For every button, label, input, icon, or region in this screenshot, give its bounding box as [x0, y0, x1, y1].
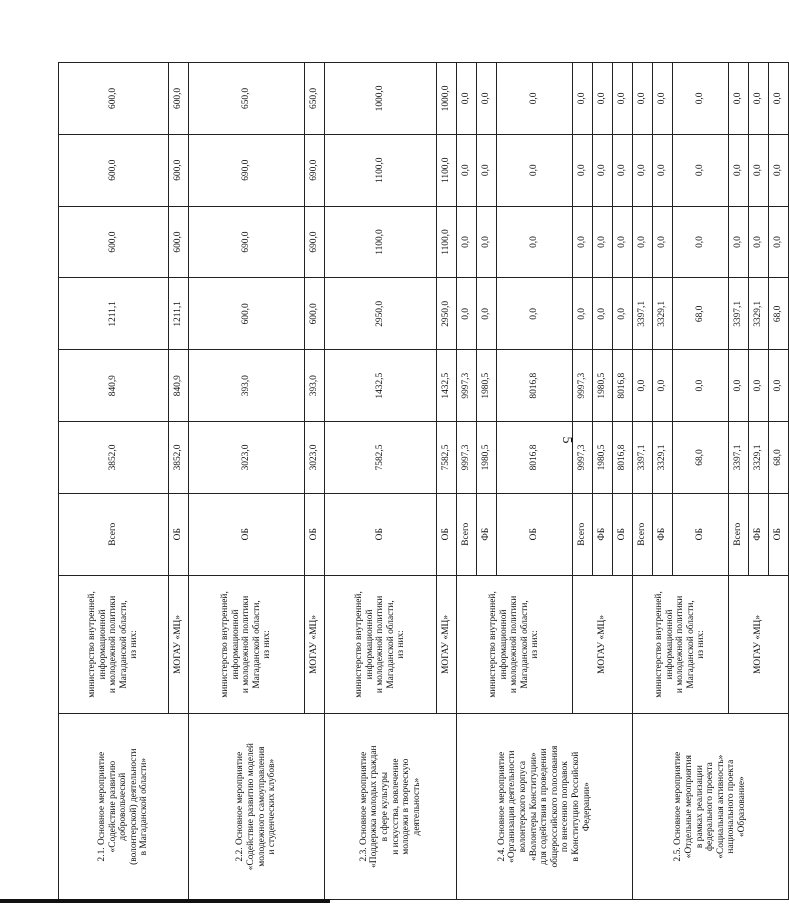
value-cell: 0,0: [477, 206, 497, 278]
value-cell: 3852,0: [59, 422, 169, 494]
value-cell: 8016,8: [497, 350, 573, 422]
value-cell: 0,0: [769, 206, 789, 278]
value-cell: 1100,0: [325, 206, 437, 278]
value-cell: 0,0: [593, 134, 613, 206]
value-cell: 600,0: [305, 278, 325, 350]
value-cell: 600,0: [169, 63, 189, 135]
funding-source: ОБ: [769, 493, 789, 575]
value-cell: 600,0: [59, 206, 169, 278]
funding-source: ФБ: [477, 493, 497, 575]
value-cell: 0,0: [633, 206, 653, 278]
funding-source: ОБ: [613, 493, 633, 575]
value-cell: 600,0: [169, 134, 189, 206]
value-cell: 68,0: [769, 422, 789, 494]
value-cell: 2950,0: [437, 278, 457, 350]
value-cell: 9997,3: [573, 350, 593, 422]
value-cell: 0,0: [497, 278, 573, 350]
value-cell: 0,0: [729, 134, 749, 206]
budget-table: [58, 62, 789, 900]
value-cell: 8016,8: [613, 422, 633, 494]
table-row: [633, 63, 653, 900]
executor: министерство внутренней, информационной и молодежной политики Магаданской области, из них:: [189, 575, 305, 714]
page-number: 5: [559, 436, 574, 444]
activity-name: 2.2. Основное мероприятие «Содействие развитию моделей молодежного самоуправления и студенческих клубов»: [189, 714, 325, 900]
funding-source: ОБ: [189, 493, 305, 575]
value-cell: 8016,8: [613, 350, 633, 422]
value-cell: 0,0: [593, 206, 613, 278]
value-cell: 0,0: [769, 134, 789, 206]
value-cell: 68,0: [673, 278, 729, 350]
value-cell: 1432,5: [325, 350, 437, 422]
value-cell: 68,0: [769, 278, 789, 350]
activity-name: 2.5. Основное мероприятие «Отдельные мероприятия в рамках реализации федерального проекта «Социальная активность» национального проекта «Образование»: [633, 714, 789, 900]
value-cell: 0,0: [729, 206, 749, 278]
value-cell: 1211,1: [169, 278, 189, 350]
value-cell: 393,0: [305, 350, 325, 422]
funding-source: ОБ: [325, 493, 437, 575]
value-cell: 0,0: [673, 206, 729, 278]
value-cell: 0,0: [653, 63, 673, 135]
funding-source: ФБ: [749, 493, 769, 575]
value-cell: 2950,0: [325, 278, 437, 350]
value-cell: 9997,3: [573, 422, 593, 494]
value-cell: 3852,0: [169, 422, 189, 494]
value-cell: 0,0: [613, 278, 633, 350]
value-cell: 0,0: [769, 63, 789, 135]
value-cell: 0,0: [573, 63, 593, 135]
value-cell: 0,0: [573, 206, 593, 278]
value-cell: 9997,3: [457, 422, 477, 494]
value-cell: 0,0: [457, 63, 477, 135]
funding-source: ОБ: [497, 493, 573, 575]
funding-source: ОБ: [437, 493, 457, 575]
value-cell: 0,0: [633, 134, 653, 206]
executor: МОГАУ «МЦ»: [169, 575, 189, 714]
executor: МОГАУ «МЦ»: [573, 575, 633, 714]
value-cell: 0,0: [477, 278, 497, 350]
funding-source: Всего: [457, 493, 477, 575]
value-cell: 0,0: [633, 350, 653, 422]
value-cell: 8016,8: [497, 422, 573, 494]
value-cell: 600,0: [189, 278, 305, 350]
value-cell: 393,0: [189, 350, 305, 422]
value-cell: 1000,0: [325, 63, 437, 135]
value-cell: 0,0: [457, 278, 477, 350]
value-cell: 650,0: [305, 63, 325, 135]
funding-source: ФБ: [653, 493, 673, 575]
value-cell: 840,9: [59, 350, 169, 422]
value-cell: 690,0: [305, 134, 325, 206]
value-cell: 0,0: [633, 63, 653, 135]
value-cell: 3329,1: [749, 278, 769, 350]
value-cell: 0,0: [769, 350, 789, 422]
value-cell: 1211,1: [59, 278, 169, 350]
value-cell: 600,0: [59, 63, 169, 135]
value-cell: 0,0: [613, 134, 633, 206]
funding-source: ОБ: [169, 493, 189, 575]
value-cell: 0,0: [729, 350, 749, 422]
value-cell: 3329,1: [653, 422, 673, 494]
value-cell: 0,0: [673, 134, 729, 206]
value-cell: 0,0: [653, 350, 673, 422]
value-cell: 0,0: [749, 350, 769, 422]
value-cell: 3397,1: [633, 422, 653, 494]
funding-source: ОБ: [305, 493, 325, 575]
value-cell: 690,0: [305, 206, 325, 278]
rotated-table-wrapper: [58, 62, 784, 900]
value-cell: 0,0: [673, 350, 729, 422]
value-cell: 1100,0: [437, 206, 457, 278]
activity-name: 2.4. Основное мероприятие «Организация деятельности волонтерского корпуса «Волонтеры Конституции» для содействия в проведении общероссийского голосования по внесению поправок в Конституцию Российской Федерации»: [457, 714, 633, 900]
executor: министерство внутренней, информационной и молодежной политики Магаданской области, из них:: [59, 575, 169, 714]
value-cell: 3023,0: [189, 422, 305, 494]
value-cell: 0,0: [749, 206, 769, 278]
table-container: [58, 62, 784, 900]
value-cell: 3023,0: [305, 422, 325, 494]
value-cell: 650,0: [189, 63, 305, 135]
value-cell: 0,0: [497, 134, 573, 206]
executor: МОГАУ «МЦ»: [437, 575, 457, 714]
executor: министерство внутренней, информационной и молодежной политики Магаданской области, из них:: [325, 575, 437, 714]
executor: МОГАУ «МЦ»: [305, 575, 325, 714]
value-cell: 0,0: [457, 206, 477, 278]
value-cell: 0,0: [457, 134, 477, 206]
funding-source: Всего: [633, 493, 653, 575]
value-cell: 3329,1: [749, 422, 769, 494]
value-cell: 0,0: [593, 63, 613, 135]
value-cell: 7582,5: [325, 422, 437, 494]
value-cell: 0,0: [477, 63, 497, 135]
value-cell: 0,0: [573, 134, 593, 206]
value-cell: 0,0: [653, 206, 673, 278]
value-cell: 0,0: [613, 206, 633, 278]
value-cell: 690,0: [189, 134, 305, 206]
value-cell: 600,0: [59, 134, 169, 206]
executor: министерство внутренней, информационной и молодежной политики Магаданской области, из них:: [633, 575, 729, 714]
executor: министерство внутренней, информационной и молодежной политики Магаданской области, из них:: [457, 575, 573, 714]
value-cell: 3397,1: [633, 278, 653, 350]
value-cell: 0,0: [497, 206, 573, 278]
value-cell: 7582,5: [437, 422, 457, 494]
value-cell: 0,0: [477, 134, 497, 206]
value-cell: 0,0: [593, 278, 613, 350]
value-cell: 1980,5: [477, 350, 497, 422]
value-cell: 600,0: [169, 206, 189, 278]
value-cell: 0,0: [749, 63, 769, 135]
value-cell: 0,0: [497, 63, 573, 135]
value-cell: 840,9: [169, 350, 189, 422]
value-cell: 0,0: [673, 63, 729, 135]
table-row: [189, 63, 305, 900]
value-cell: 1980,5: [593, 350, 613, 422]
activity-name: 2.1. Основное мероприятие «Содействие развитию добровольческой (волонтерской) деятельности в Магаданской области»: [59, 714, 189, 900]
value-cell: 1100,0: [437, 134, 457, 206]
value-cell: 0,0: [573, 278, 593, 350]
value-cell: 68,0: [673, 422, 729, 494]
value-cell: 0,0: [613, 63, 633, 135]
value-cell: 3329,1: [653, 278, 673, 350]
table-row: [325, 63, 437, 900]
value-cell: 690,0: [189, 206, 305, 278]
funding-source: ФБ: [593, 493, 613, 575]
value-cell: 1980,5: [593, 422, 613, 494]
value-cell: 9997,3: [457, 350, 477, 422]
funding-source: ОБ: [673, 493, 729, 575]
value-cell: 0,0: [729, 63, 749, 135]
value-cell: 1100,0: [325, 134, 437, 206]
value-cell: 3397,1: [729, 278, 749, 350]
funding-source: Всего: [573, 493, 593, 575]
value-cell: 0,0: [749, 134, 769, 206]
value-cell: 3397,1: [729, 422, 749, 494]
funding-source: Всего: [729, 493, 749, 575]
value-cell: 1980,5: [477, 422, 497, 494]
table-row: [457, 63, 477, 900]
value-cell: 0,0: [653, 134, 673, 206]
scan-edge-line: [0, 899, 330, 903]
activity-name: 2.3. Основное мероприятие «Поддержка молодых граждан в сфере культуры и искусства, вовлечение молодежи в творческую деятельность»: [325, 714, 457, 900]
value-cell: 1000,0: [437, 63, 457, 135]
funding-source: Всего: [59, 493, 169, 575]
executor: МОГАУ «МЦ»: [729, 575, 789, 714]
value-cell: 1432,5: [437, 350, 457, 422]
table-row: [59, 63, 169, 900]
